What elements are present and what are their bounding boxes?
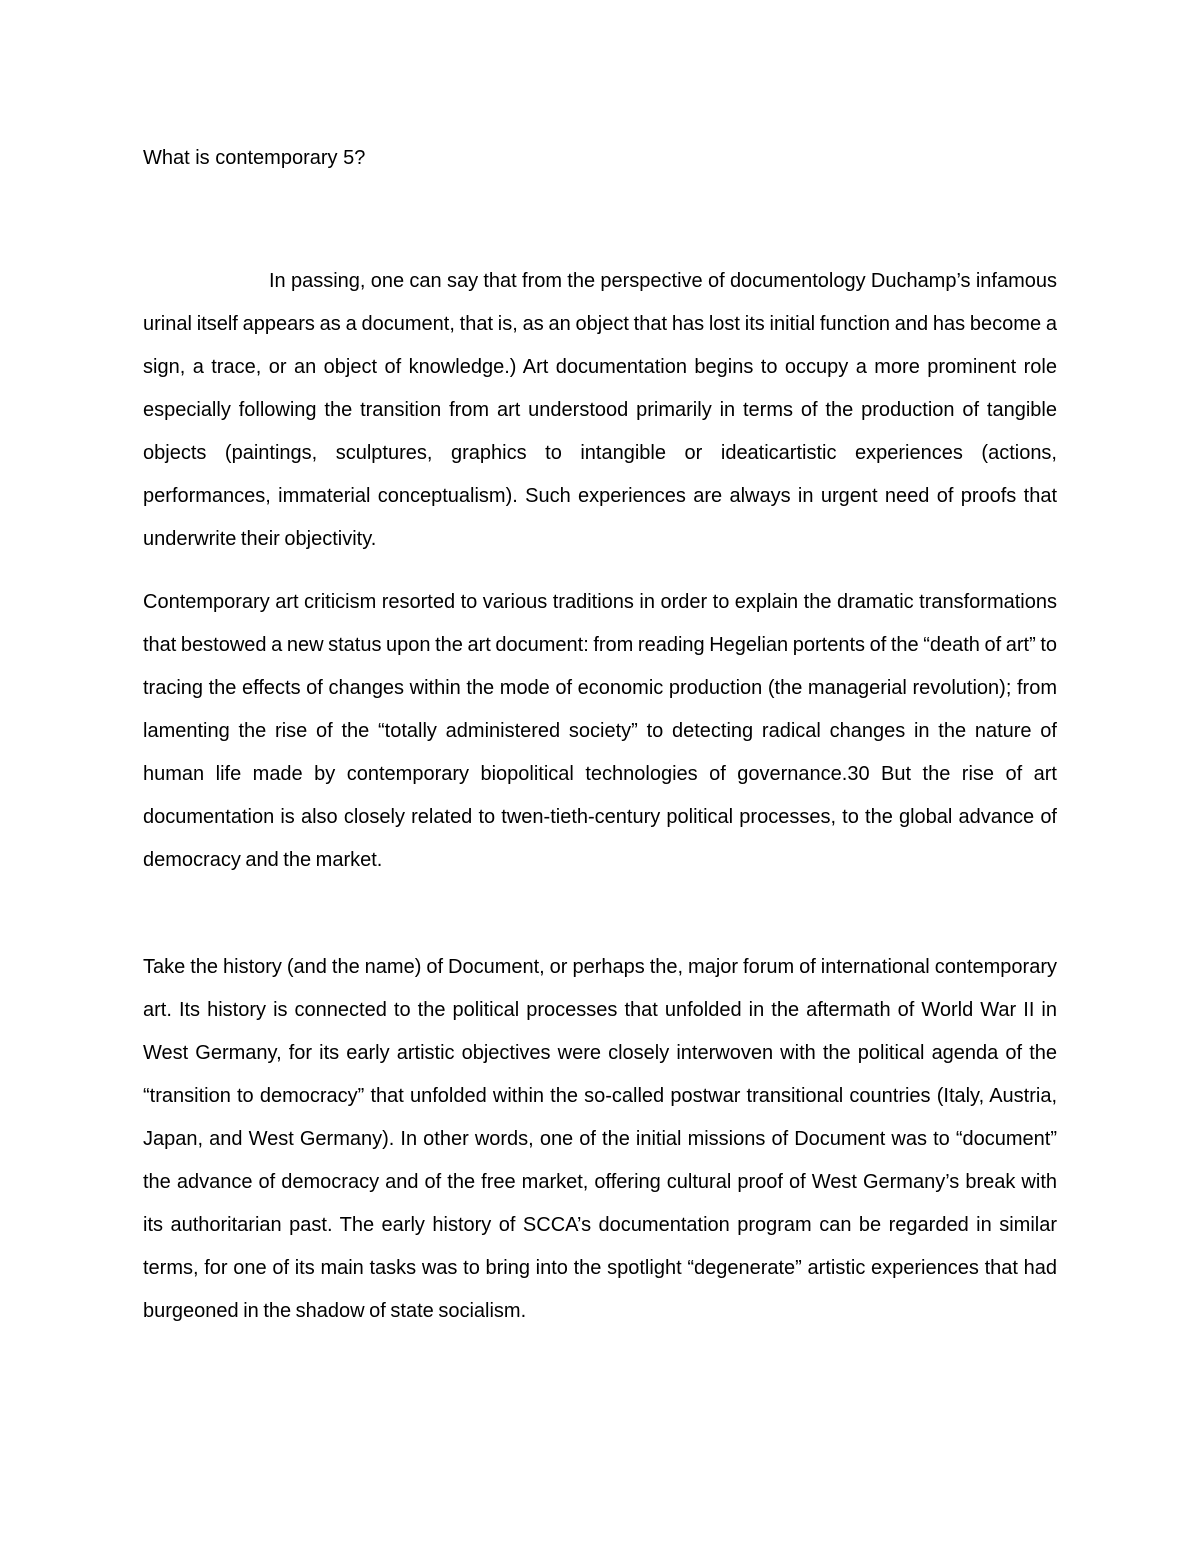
paragraph-2: Contemporary art criticism resorted to various traditions in order to explain the dramatic transformations that bestowed a new status upon the art document: from reading Hegelian portents of the “death of art” to tracing the effects of changes within the mode of economic production (the managerial revolution); from lamenting the rise of the “totally administered society” to detecting radical changes in the nature of human life made by contemporary biopolitical technologies of governance.30 But the rise of art documentation is also closely related to twen-tieth-century political processes, to the global advance of democracy and the market. — [143, 591, 1057, 871]
paragraph-1: In passing, one can say that from the perspective of documentology Duchamp’s infamous urinal itself appears as a document, that is, as an object that has lost its initial function and has become a sign, a trace, or an object of knowledge.) Art documentation begins to occupy a more prominent role especially following the transition from art understood primarily in terms of the production of tangible objects (paintings, sculptures, graphics to intangible or ideaticartistic experiences (actions, performances, immaterial conceptualism). Such experiences are always in urgent need of proofs that underwrite their objectivity. — [143, 270, 1057, 550]
paragraph-3: Take the history (and the name) of Document, or perhaps the, major forum of international contemporary art. Its history is connected to the political processes that unfolded in the aftermath of World War II in West Germany, for its early artistic objectives were closely interwoven with the political agenda of the “transition to democracy” that unfolded within the so-called postwar transitional countries (Italy, Austria, Japan, and West Germany). In other words, one of the initial missions of Document was to “document” the advance of democracy and of the free market, offering cultural proof of West Germany’s break with its authoritarian past. The early history of SCCA’s documentation program can be regarded in similar terms, for one of its main tasks was to bring into the spotlight “degenerate” artistic experiences that had burgeoned in the shadow of state socialism. — [143, 956, 1057, 1322]
document-title: What is contemporary 5? — [143, 147, 366, 169]
